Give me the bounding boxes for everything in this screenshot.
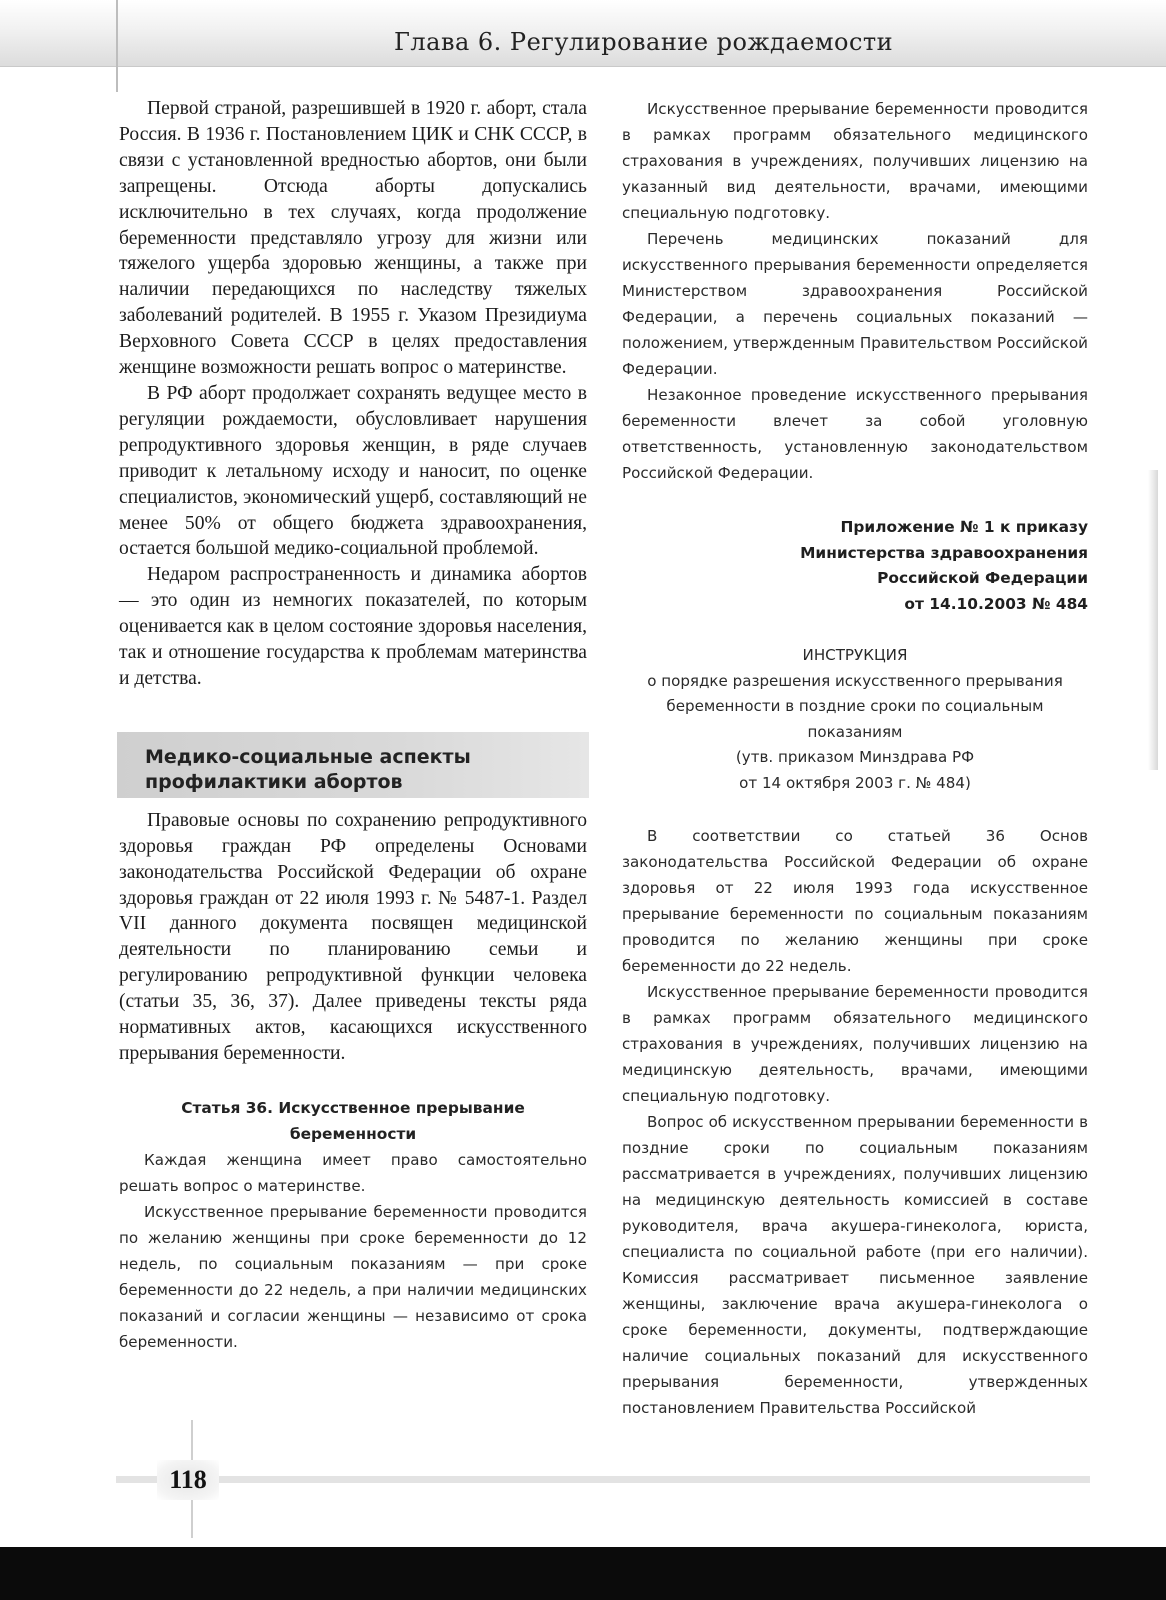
paragraph: Незаконное проведение искусственного прерывания беременности влечет за собой уголовную ответственность, установленную законодательством Российской Федерации. (622, 386, 1088, 482)
appendix-line: от 14.10.2003 № 484 (904, 594, 1088, 613)
page-number: 118 (157, 1460, 219, 1500)
paragraph: Каждая женщина имеет право самостоятельно решать вопрос о материнстве. (119, 1150, 587, 1195)
paragraph: Недаром распространенность и динамика абортов — это один из немногих показателей, по которым оценивается как в целом состояние здоровья населения, так и отношение государства к проблемам материнства и детства. (119, 564, 587, 689)
section-heading-line: Медико-социальные аспекты (145, 745, 471, 768)
appendix-line: Министерства здравоохранения (800, 543, 1088, 562)
instruction-subtitle-line: беременности в поздние сроки по социальным (666, 697, 1044, 716)
paragraph: В РФ аборт продолжает сохранять ведущее место в регуляции рождаемости, обусловливает нарушения репродуктивного здоровья женщин, в ряде случаев приводит к летальному исходу и наносит, по оценке специалистов, экономический ущерб, составляющий не менее 50% от общего бюджета здравоохранения, остается большой медико-социальной проблемой. (119, 382, 587, 560)
instruction-subtitle-line: (утв. приказом Минздрава РФ (735, 748, 975, 767)
section-heading-line: профилактики абортов (145, 770, 403, 793)
paragraph: Перечень медицинских показаний для искусственного прерывания беременности определяется Министерством здравоохранения Российской Федерации, а перечень социальных показаний — положением, утвержденным Правительством Российской Федерации. (622, 230, 1088, 378)
instruction-subtitle-line: показаниям (807, 722, 903, 741)
paragraph: Искусственное прерывание беременности проводится в рамках программ обязательного медицинского страхования в учреждениях, получивших лицензию на медицинскую деятельность, врачами, имеющими специальную подготовку. (622, 983, 1088, 1106)
article-heading (119, 1095, 587, 1147)
paragraph: Искусственное прерывание беременности проводится по желанию женщины при сроке беременности до 12 недель, по социальным показаниям — при сроке беременности до 22 недель, а при наличии медицинских показаний и согласии женщины — независимо от срока беременности. (119, 1202, 587, 1351)
appendix-line: Российской Федерации (877, 569, 1088, 588)
page-edge-shadow (1148, 470, 1158, 770)
left-column (119, 96, 587, 1355)
paragraph: Искусственное прерывание беременности проводится в рамках программ обязательного медицинского страхования в учреждениях, получивших лицензию на указанный вид деятельности, врачами, имеющими специальную подготовку. (622, 100, 1088, 222)
section-heading-box (117, 732, 589, 798)
instruction-subtitle-line: от 14 октября 2003 г. № 484) (739, 773, 971, 792)
footer-rule (116, 1476, 1090, 1483)
instruction-subtitle-line: о порядке разрешения искусственного прерывания (647, 671, 1063, 690)
paragraph: Правовые основы по сохранению репродуктивного здоровья граждан РФ определены Основами законодательства Российской Федерации об охране здоровья граждан от 22 июля 1993 г. № 5487-1. Раздел VII данного документа посвящен медицинской деятельности по планированию семьи и регулированию репродуктивной функции человека (статьи 35, 36, 37). Далее приведены тексты ряда нормативных актов, касающихся искусственного прерывания беременности. (119, 809, 587, 1064)
appendix-reference (622, 515, 1088, 617)
paragraph: В соответствии со статьей 36 Основ законодательства Российской Федерации об охране здоровья от 22 июля 1993 года искусственное прерывание беременности по социальным показаниям проводится по желанию женщины при сроке беременности до 22 недель. (622, 827, 1088, 976)
header-rule (116, 0, 118, 92)
instruction-subtitle (622, 669, 1088, 797)
section-heading (145, 745, 589, 795)
article-heading-line: Статья 36. Искусственное прерывание (181, 1098, 525, 1117)
paragraph: Первой страной, разрешившей в 1920 г. аборт, стала Россия. В 1936 г. Постановлением ЦИК и СНК СССР, в связи с установленной вредностью абортов, они были запрещены. Отсюда аборты допускались исключительно в тех случаях, когда продолжение беременности представляло угрозу для жизни или тяжелого ущерба здоровью женщины, а также при наличии передающихся по наследству тяжелых заболеваний родителей. В 1955 г. Указом Президиума Верховного Совета СССР в целях предоставления женщине возможности решать вопрос о материнстве. (119, 98, 587, 379)
right-column (622, 96, 1088, 1421)
article-heading-line: беременности (289, 1124, 417, 1143)
paragraph: Вопрос об искусственном прерывании беременности в поздние сроки по социальным показаниям рассматривается в учреждениях, получивших лицензию на медицинскую деятельность комиссией в составе руководителя, врача акушера-гинеколога, юриста, специалиста по социальной работе (при его наличии). Комиссия рассматривает письменное заявление женщины, заключение врача акушера-гинеколога о сроке беременности, документы, подтверждающие наличие социальных показаний для искусственного прерывания беременности, утвержденных постановлением Правительства Российской (622, 1113, 1088, 1418)
appendix-line: Приложение № 1 к приказу (840, 518, 1088, 536)
instruction-body (622, 823, 1088, 1421)
running-head-title: Глава 6. Регулирование рождаемости (394, 28, 894, 56)
instruction-heading: ИНСТРУКЦИЯ (802, 646, 908, 665)
scan-border (0, 1547, 1166, 1600)
